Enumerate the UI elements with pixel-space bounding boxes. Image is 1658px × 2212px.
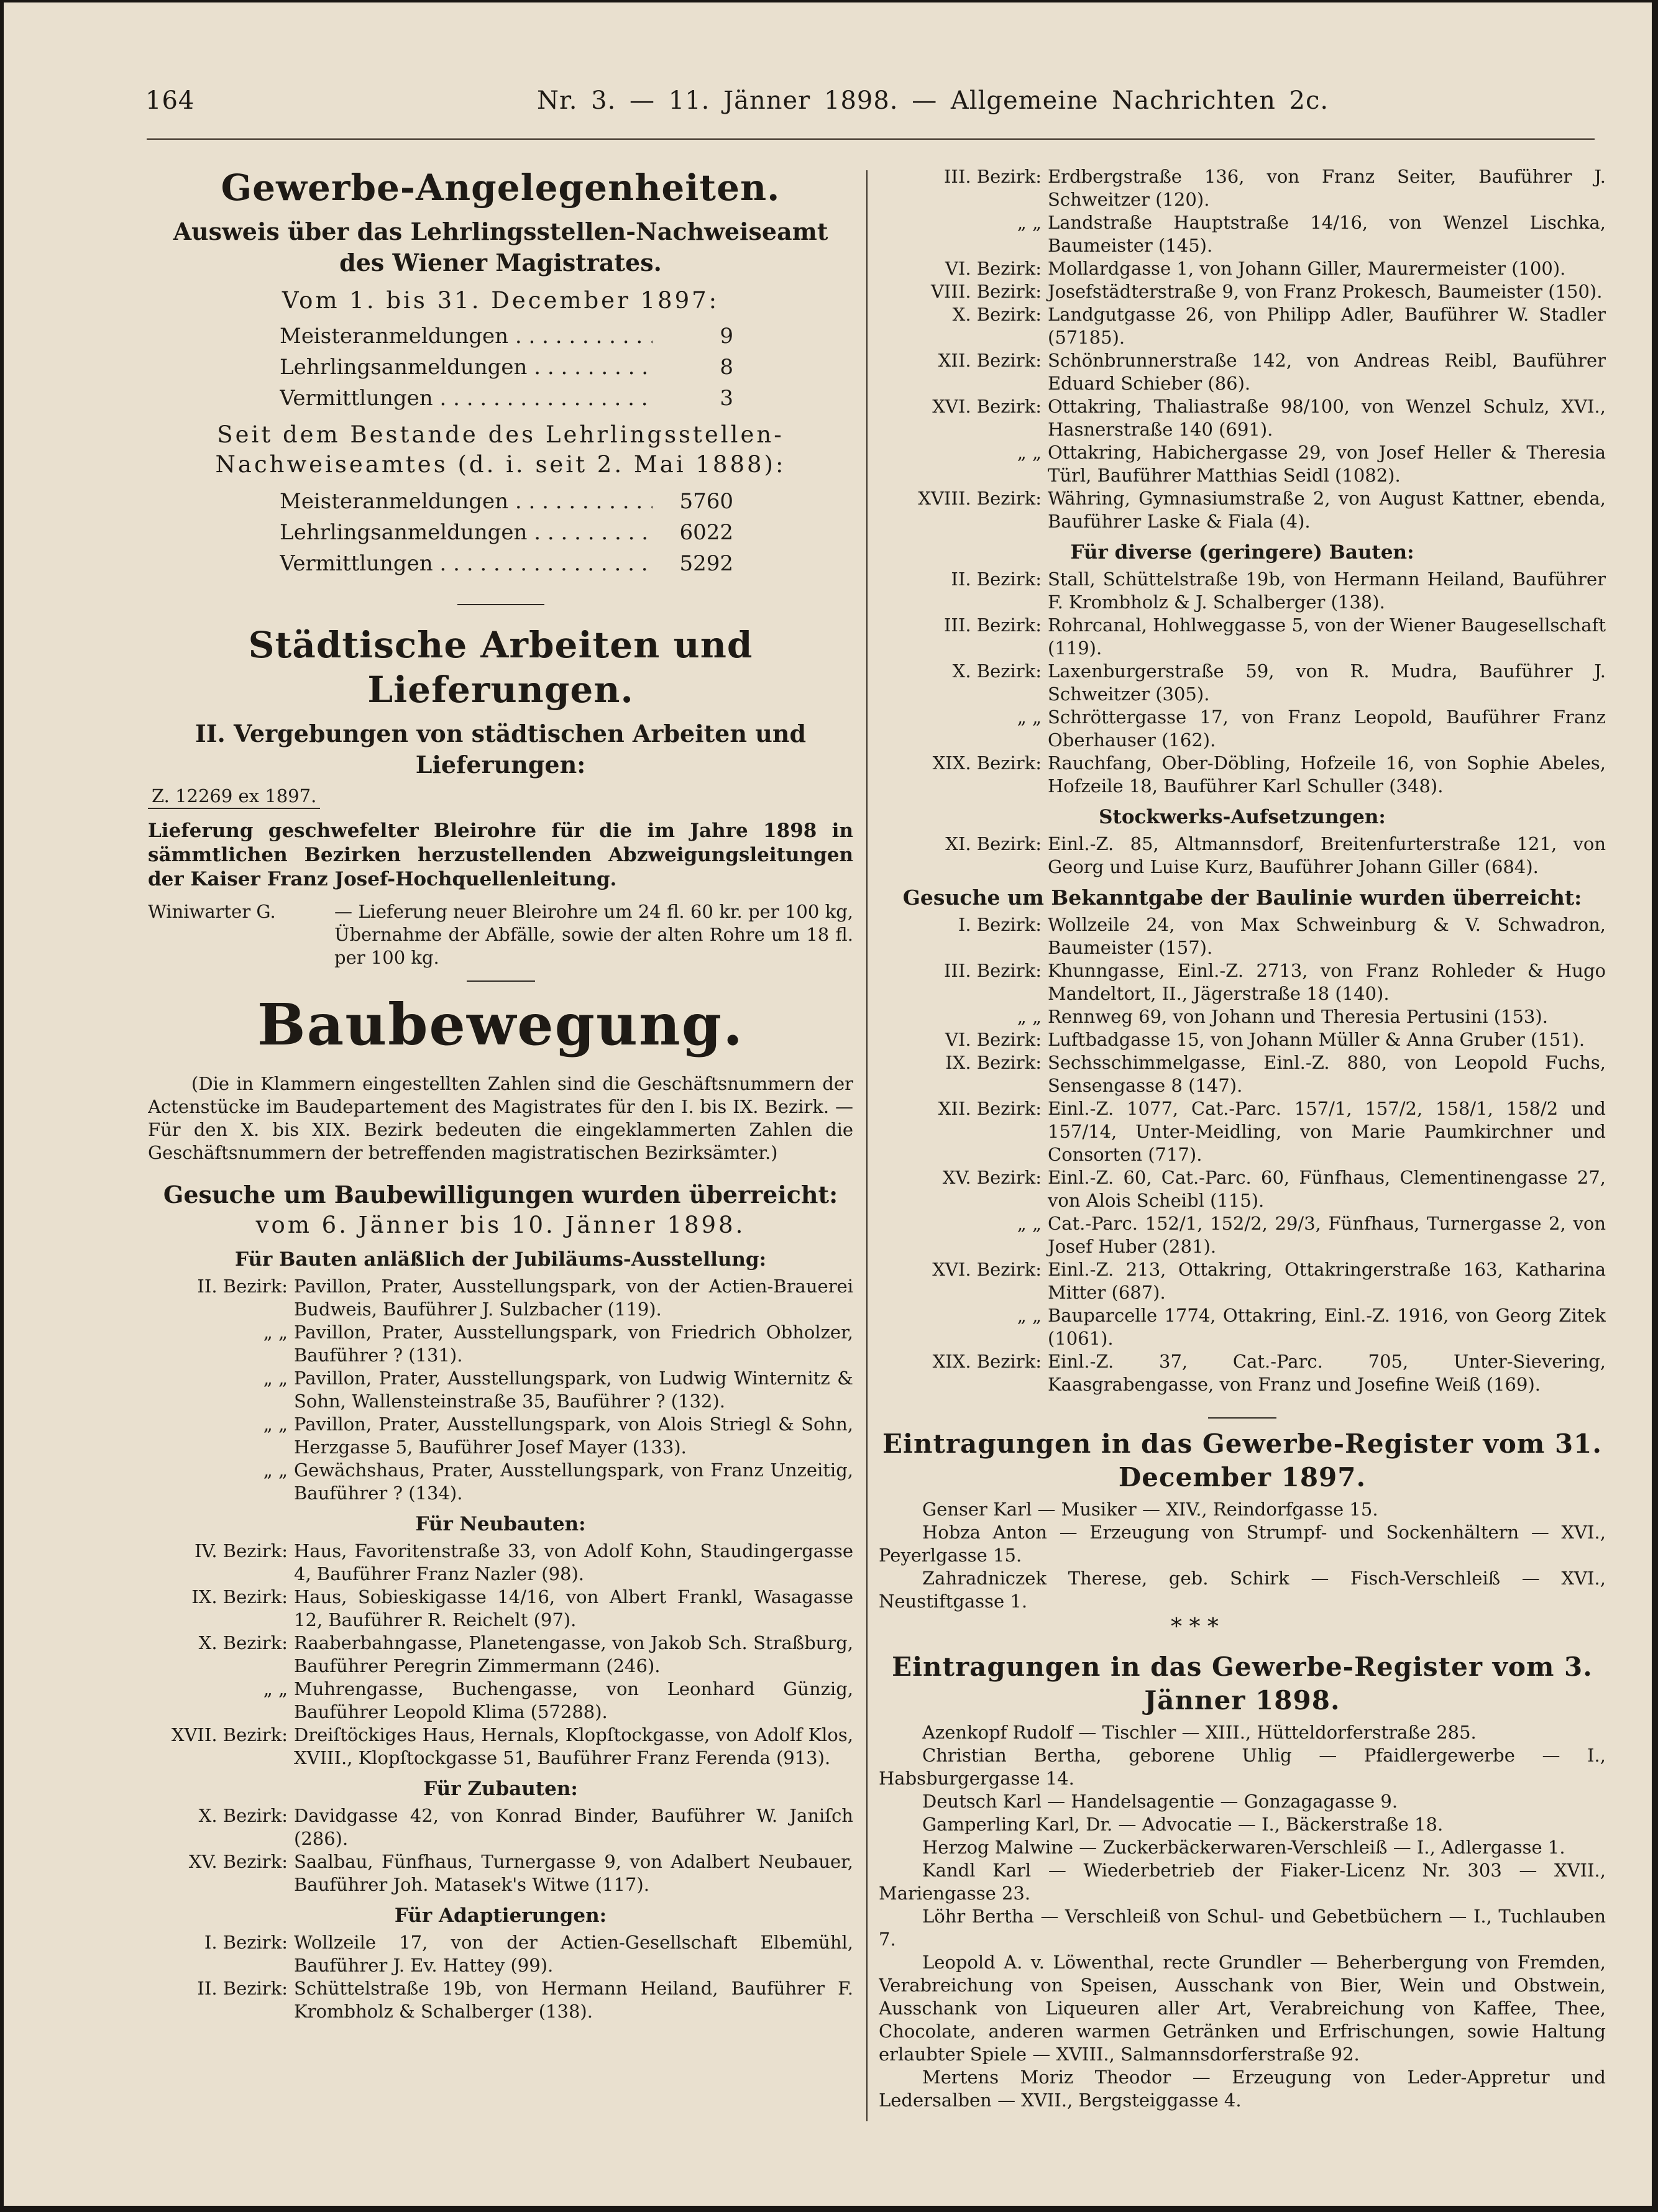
- section-separator: [1208, 1417, 1276, 1419]
- list-item: XII. Bezirk: Einl.-Z. 1077, Cat.-Parc. 157/1, 157/2, 158/1, 158/2 und 157/14, Unter-Meidling, von Marie Paumkirchner und Consorten (717).: [938, 1098, 1606, 1165]
- list-item: Löhr Bertha — Verschleiß von Schul- und Gebetbüchern — I., Tuchlauben 7.: [879, 1906, 1606, 1950]
- list-item: XIX. Bezirk: Rauchfang, Ober-Döbling, Hofzeile 16, von Sophie Abeles, Hofzeile 18, Bauführer Karl Schuller (348).: [932, 752, 1606, 797]
- register-heading-1898: Eintragungen in das Gewerbe-Register vom 3. Jänner 1898.: [892, 1652, 1593, 1716]
- list-item: Zahradniczek Therese, geb. Schirk — Fisch-Verschleiß — XVI., Neustiftgasse 1.: [879, 1568, 1606, 1612]
- right-column: [879, 165, 1606, 2135]
- list-item: XVIII. Bezirk: Währing, Gymnasiumstraße 2, von August Kattner, ebenda, Bauführer Laske & Fiala (4).: [918, 488, 1606, 532]
- baubewegung-heading: Baubewegung.: [257, 991, 744, 1058]
- left-column: [148, 165, 853, 2135]
- list-item: XI. Bezirk: Einl.-Z. 85, Altmannsdorf, Breitenfurterstraße 121, von Georg und Luise Kurz, Bauführer Johann Giller (684).: [945, 833, 1606, 877]
- list-item: VI. Bezirk: Mollardgasse 1, von Johann Giller, Maurermeister (100).: [945, 258, 1566, 279]
- stat-row: Meisteranmeldungen . . . 9: [148, 321, 853, 352]
- neubauten-heading: Für Neubauten:: [415, 1513, 586, 1535]
- neubauten-list: [148, 1540, 853, 1770]
- adaptierungen-heading: Für Adaptierungen:: [394, 1904, 607, 1927]
- contractor-entry: [148, 900, 853, 969]
- list-item: „ „ Pavillon, Prater, Ausstellungspark, von Ludwig Winternitz & Sohn, Wallensteinstraße 35, Bauführer ? (132).: [263, 1368, 853, 1412]
- newspaper-page: [4, 2, 1652, 2206]
- stats-list-1: [148, 321, 853, 414]
- list-item: XV. Bezirk: Einl.-Z. 60, Cat.-Parc. 60, Fünfhaus, Clementinengasse 27, von Alois Scheibl (115).: [942, 1167, 1606, 1211]
- list-item: XV. Bezirk: Saalbau, Fünfhaus, Turnergasse 9, von Adalbert Neubauer, Bauführer Joh. Matasek's Witwe (117).: [188, 1851, 853, 1895]
- list-item: Kandl Karl — Wiederbetrieb der Fiaker-Licenz Nr. 303 — XVII., Mariengasse 23.: [879, 1860, 1606, 1904]
- column-divider: [866, 170, 868, 2121]
- list-item: X. Bezirk: Raaberbahngasse, Planetengasse, von Jakob Sch. Straßburg, Bauführer Peregrin Zimmermann (246).: [198, 1632, 853, 1676]
- list-item: „ „ Ottakring, Habichergasse 29, von Josef Heller & Theresia Türl, Bauführer Matthias Seidl (1082).: [1017, 442, 1606, 486]
- list-item: XVII. Bezirk: Dreiſtöckiges Haus, Hernals, Klopſtockgasse, von Adolf Klos, XVIII., Klopſtockgasse 51, Bauführer Franz Ferenda (913).: [171, 1724, 853, 1768]
- list-item: VI. Bezirk: Luftbadgasse 15, von Johann Müller & Anna Gruber (151).: [945, 1029, 1585, 1050]
- list-item: XIX. Bezirk: Einl.-Z. 37, Cat.-Parc. 705, Unter-Sievering, Kaasgrabengasse, von Franz und Josefine Weiß (169).: [932, 1351, 1606, 1395]
- list-item: III. Bezirk: Rohrcanal, Hohlweggasse 5, von der Wiener Baugesellschaft (119).: [943, 615, 1606, 659]
- register-heading-1897: Eintragungen in das Gewerbe-Register vom 31. December 1897.: [882, 1428, 1603, 1492]
- diverse-heading: Für diverse (geringere) Bauten:: [1070, 541, 1414, 564]
- list-item: XVI. Bezirk: Einl.-Z. 213, Ottakring, Ottakringerstraße 163, Katharina Mitter (687).: [932, 1259, 1606, 1303]
- stat-row: Lehrlingsanmeldungen . . . 6022: [148, 517, 853, 548]
- list-item: „ „ Pavillon, Prater, Ausstellungspark, von Friedrich Obholzer, Bauführer ? (131).: [263, 1322, 853, 1366]
- list-item: Deutsch Karl — Handelsagentie — Gonzagagasse 9.: [922, 1791, 1398, 1812]
- stat-row: Vermittlungen . . . 3: [148, 383, 853, 414]
- list-item: VIII. Bezirk: Josefstädterstraße 9, von Franz Prokesch, Baumeister (150).: [931, 281, 1603, 302]
- running-header: Nr. 3. — 11. Jänner 1898. — Allgemeine Nachrichten 2c.: [537, 86, 1329, 115]
- list-item: Herzog Malwine — Zuckerbäckerwaren-Verschleiß — I., Adlergasse 1.: [922, 1837, 1565, 1858]
- asterism: [879, 1613, 1606, 1650]
- stats-list-2: [148, 486, 853, 579]
- baulinie-heading: Gesuche um Bekanntgabe der Baulinie wurden überreicht:: [902, 885, 1582, 910]
- list-item: III. Bezirk: Erdbergstraße 136, von Franz Seiter, Bauführer J. Schweitzer (120).: [943, 166, 1606, 210]
- gewerbe-heading: Gewerbe-Angelegenheiten.: [221, 167, 781, 209]
- zubauten-list: [148, 1804, 853, 1896]
- zubauten-heading: Für Zubauten:: [423, 1778, 578, 1800]
- list-item: IX. Bezirk: Sechsschimmelgasse, Einl.-Z. 880, von Leopold Fuchs, Sensengasse 8 (147).: [945, 1052, 1606, 1096]
- period-since-1888: Seit dem Bestande des Lehrlingsstellen-Nachweiseamtes (d. i. seit 2. Mai 1888):: [215, 421, 786, 478]
- baulinie-list: [879, 913, 1606, 1396]
- contractor-name: Winiwarter G.: [148, 901, 276, 922]
- list-item: II. Bezirk: Pavillon, Prater, Ausstellungspark, von der Actien-Brauerei Budweis, Bauführer J. Sulzbacher (119).: [197, 1276, 853, 1320]
- staedtische-heading: Städtische Arbeiten und Lieferungen.: [248, 624, 753, 711]
- page-number: 164: [145, 86, 195, 115]
- diverse-list: [879, 568, 1606, 798]
- gesuche-period: vom 6. Jänner bis 10. Jänner 1898.: [255, 1212, 746, 1238]
- list-item: „ „ Cat.-Parc. 152/1, 152/2, 29/3, Fünfhaus, Turnergasse 2, von Josef Huber (281).: [1017, 1213, 1606, 1257]
- list-item: II. Bezirk: Stall, Schüttelstraße 19b, von Hermann Heiland, Bauführer F. Krombholz & J. Schalberger (138).: [951, 569, 1606, 613]
- reference-number: Z. 12269 ex 1897.: [148, 784, 320, 809]
- list-item: Azenkopf Rudolf — Tischler — XIII., Hütteldorferstraße 285.: [922, 1722, 1477, 1743]
- list-item: Genser Karl — Musiker — XIV., Reindorfgasse 15.: [922, 1499, 1378, 1520]
- gesuche-heading: Gesuche um Baubewilligungen wurden überreicht:: [163, 1181, 838, 1209]
- list-item: Hobza Anton — Erzeugung von Strumpf- und Sockenhältern — XVI., Peyerlgasse 15.: [879, 1522, 1606, 1566]
- header-rule: [147, 134, 1595, 140]
- list-item: IV. Bezirk: Haus, Favoritenstraße 33, von Adolf Kohn, Staudingergasse 4, Bauführer Franz Nazler (98).: [195, 1540, 853, 1584]
- list-item: Gamperling Karl, Dr. — Advocatie — I., Bäckerstraße 18.: [922, 1814, 1444, 1835]
- list-item: Christian Bertha, geborene Uhlig — Pfaidlergewerbe — I., Habsburgergasse 14.: [879, 1745, 1606, 1789]
- list-item: X. Bezirk: Landgutgasse 26, von Philipp Adler, Bauführer W. Stadler (57185).: [952, 304, 1606, 348]
- list-item: XVI. Bezirk: Ottakring, Thaliastraße 98/100, von Wenzel Schulz, XVI., Hasnerstraße 140 (691).: [932, 396, 1606, 440]
- list-item: „ „ Gewächshaus, Prater, Ausstellungspark, von Franz Unzeitig, Bauführer ? (134).: [263, 1460, 853, 1504]
- section-separator: [457, 604, 544, 605]
- list-item: I. Bezirk: Wollzeile 17, von der Actien-Gesellschaft Elbemühl, Bauführer J. Ev. Hattey (99).: [204, 1932, 853, 1976]
- contractor-terms: — Lieferung neuer Bleirohre um 24 fl. 60 kr. per 100 kg, Übernahme der Abfälle, sowie der alten Rohre um 18 fl. per 100 kg.: [334, 901, 853, 968]
- adaptierungen-continued-list: [879, 165, 1606, 533]
- register-list-1898: [879, 1721, 1606, 2112]
- adaptierungen-list: [148, 1931, 853, 2023]
- list-item: IX. Bezirk: Haus, Sobieskigasse 14/16, von Albert Frankl, Wasagasse 12, Bauführer R. Reichelt (97).: [191, 1586, 853, 1630]
- period-1897: Vom 1. bis 31. December 1897:: [282, 287, 720, 314]
- stockwerks-list: [879, 833, 1606, 879]
- baubewegung-note: (Die in Klammern eingestellten Zahlen sind die Geschäftsnummern der Actenstücke im Baudepartement des Magistrates für den I. bis IX. Bezirk. — Für den X. bis XIX. Bezirk bedeuten die eingeklammerten Zahlen die Geschäftsnummern der betreffenden magistratischen Bezirksämter.): [148, 1073, 853, 1163]
- register-list-1897: [879, 1498, 1606, 1613]
- list-item: Leopold A. v. Löwenthal, recte Grundler — Beherbergung von Fremden, Verabreichung von Speisen, Ausschank von Bier, Wein und Obstwein, Ausschank von Liqueuren aller Art, Verabreichung von Kaffee, Thee, Chocolate, anderen warmen Getränken und Erfrischungen, sowie Haltung erlaubter Spiele — XVIII., Salmannsdorferstraße 92.: [879, 1952, 1606, 2065]
- stat-row: Lehrlingsanmeldungen . . . 8: [148, 352, 853, 383]
- jubilaeum-list: [148, 1275, 853, 1505]
- stockwerks-heading: Stockwerks-Aufsetzungen:: [1099, 806, 1386, 828]
- list-item: „ „ Pavillon, Prater, Ausstellungspark, von Alois Striegl & Sohn, Herzgasse 5, Bauführer Josef Mayer (133).: [263, 1414, 853, 1458]
- list-item: „ „ Rennweg 69, von Johann und Theresia Pertusini (153).: [1017, 1006, 1548, 1027]
- list-item: „ „ Schröttergasse 17, von Franz Leopold, Bauführer Franz Oberhauser (162).: [1017, 706, 1606, 751]
- stat-row: Meisteranmeldungen . . . 5760: [148, 486, 853, 517]
- list-item: X. Bezirk: Davidgasse 42, von Konrad Binder, Bauführer W. Janiſch (286).: [198, 1805, 853, 1849]
- list-item: I. Bezirk: Wollzeile 24, von Max Schweinburg & V. Schwadron, Baumeister (157).: [958, 914, 1606, 958]
- list-item: „ „ Muhrengasse, Buchengasse, von Leonhard Günzig, Bauführer Leopold Klima (57288).: [263, 1678, 853, 1722]
- list-item: Mertens Moriz Theodor — Erzeugung von Leder-Appretur und Ledersalben — XVII., Bergsteiggasse 4.: [879, 2067, 1606, 2111]
- ausweis-heading: Ausweis über das Lehrlingsstellen-Nachweiseamt des Wiener Magistrates.: [173, 217, 828, 276]
- section-separator: [467, 980, 535, 982]
- jubilaeum-heading: Für Bauten anläßlich der Jubiläums-Ausstellung:: [234, 1248, 767, 1271]
- list-item: II. Bezirk: Schüttelstraße 19b, von Hermann Heiland, Bauführer F. Krombholz & Schalberger (138).: [197, 1978, 853, 2022]
- lieferung-text: Lieferung geschwefelter Bleirohre für die im Jahre 1898 in sämmtlichen Bezirken herzustellenden Abzweigungsleitungen der Kaiser Franz Josef-Hochquellenleitung.: [148, 820, 853, 890]
- list-item: X. Bezirk: Laxenburgerstraße 59, von R. Mudra, Bauführer J. Schweitzer (305).: [952, 660, 1606, 705]
- vergebungen-heading: II. Vergebungen von städtischen Arbeiten und Lieferungen:: [195, 720, 807, 779]
- list-item: XII. Bezirk: Schönbrunnerstraße 142, von Andreas Reibl, Bauführer Eduard Schieber (86).: [938, 350, 1606, 394]
- list-item: III. Bezirk: Khunngasse, Einl.-Z. 2713, von Franz Rohleder & Hugo Mandeltort, II., Jägerstraße 18 (140).: [943, 960, 1606, 1004]
- list-item: „ „ Landstraße Hauptstraße 14/16, von Wenzel Lischka, Baumeister (145).: [1017, 212, 1606, 256]
- stat-row: Vermittlungen . . . 5292: [148, 548, 853, 579]
- list-item: „ „ Bauparcelle 1774, Ottakring, Einl.-Z. 1916, von Georg Zitek (1061).: [1017, 1305, 1606, 1349]
- asterism-glyphs: * * *: [1171, 1614, 1219, 1640]
